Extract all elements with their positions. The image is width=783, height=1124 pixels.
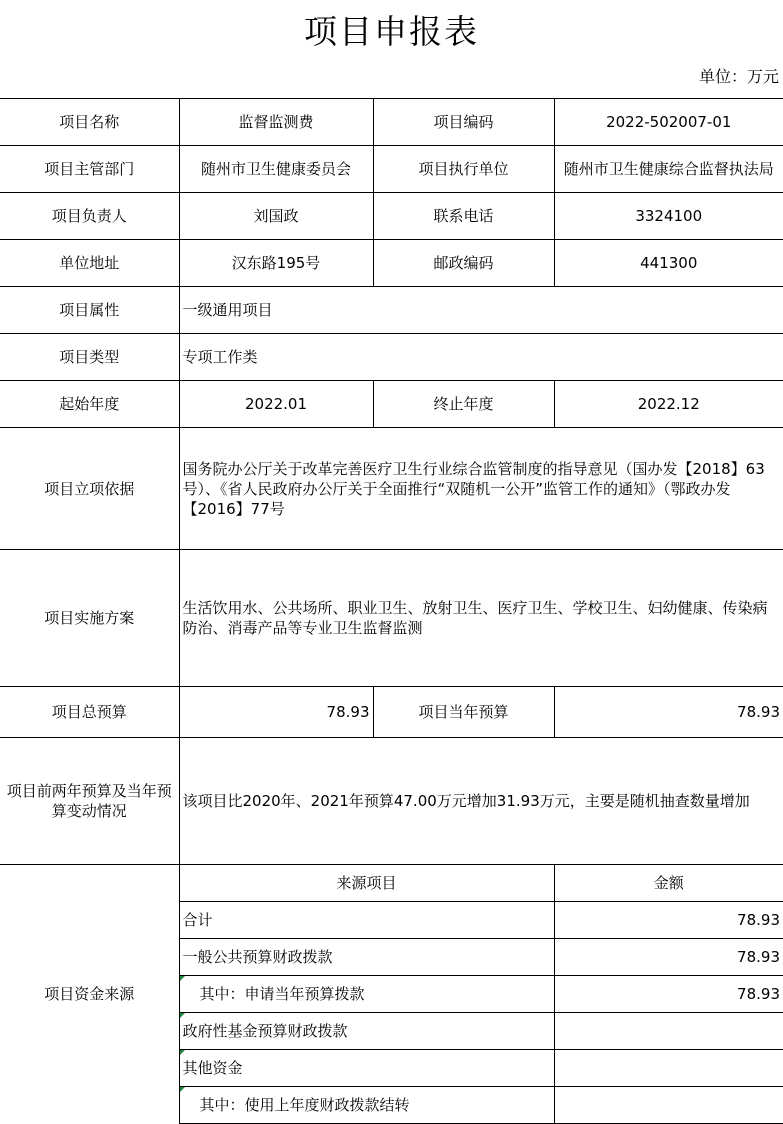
fund-item-label: 其中：申请当年预算拨款	[179, 976, 554, 1013]
zip-value: 441300	[554, 240, 783, 287]
dept-value: 随州市卫生健康委员会	[179, 146, 373, 193]
plan-label: 项目实施方案	[0, 550, 179, 687]
dept-label: 项目主管部门	[0, 146, 179, 193]
fund-item-amount	[554, 1050, 783, 1087]
project-code-value: 2022-502007-01	[554, 99, 783, 146]
fund-item-amount	[554, 1087, 783, 1124]
fund-item-amount: 78.93	[554, 976, 783, 1013]
project-name-label: 项目名称	[0, 99, 179, 146]
leader-value: 刘国政	[179, 193, 373, 240]
budget-change-value: 该项目比2020年、2021年预算47.00万元增加31.93万元，主要是随机抽查数量增加	[179, 738, 783, 865]
end-year-label: 终止年度	[373, 381, 554, 428]
year-budget-value: 78.93	[554, 687, 783, 738]
end-year-value: 2022.12	[554, 381, 783, 428]
unit-label: 单位：万元	[698, 67, 779, 86]
type-label: 项目类型	[0, 334, 179, 381]
budget-change-label: 项目前两年预算及当年预算变动情况	[0, 738, 179, 865]
total-budget-value: 78.93	[179, 687, 373, 738]
fund-header-source: 来源项目	[179, 865, 554, 902]
address-label: 单位地址	[0, 240, 179, 287]
project-name-value: 监督监测费	[179, 99, 373, 146]
exec-unit-label: 项目执行单位	[373, 146, 554, 193]
fund-item-amount: 78.93	[554, 902, 783, 939]
fund-item-amount	[554, 1013, 783, 1050]
project-application-table	[0, 98, 783, 1124]
fund-item-label: 一般公共预算财政拨款	[179, 939, 554, 976]
fund-item-label: 其他资金	[179, 1050, 554, 1087]
attribute-value: 一级通用项目	[179, 287, 783, 334]
page-title: 项目申报表	[304, 12, 479, 51]
zip-label: 邮政编码	[373, 240, 554, 287]
leader-label: 项目负责人	[0, 193, 179, 240]
address-value: 汉东路195号	[179, 240, 373, 287]
start-year-label: 起始年度	[0, 381, 179, 428]
exec-unit-value: 随州市卫生健康综合监督执法局	[554, 146, 783, 193]
plan-value: 生活饮用水、公共场所、职业卫生、放射卫生、医疗卫生、学校卫生、妇幼健康、传染病防治、消毒产品等专业卫生监督监测	[179, 550, 783, 687]
attribute-label: 项目属性	[0, 287, 179, 334]
fund-item-label: 政府性基金预算财政拨款	[179, 1013, 554, 1050]
phone-value: 3324100	[554, 193, 783, 240]
start-year-value: 2022.01	[179, 381, 373, 428]
total-budget-label: 项目总预算	[0, 687, 179, 738]
phone-label: 联系电话	[373, 193, 554, 240]
fund-item-amount: 78.93	[554, 939, 783, 976]
fund-item-label: 合计	[179, 902, 554, 939]
basis-label: 项目立项依据	[0, 428, 179, 550]
basis-value: 国务院办公厅关于改革完善医疗卫生行业综合监管制度的指导意见（国办发【2018】63号）、《省人民政府办公厅关于全面推行“双随机一公开”监管工作的通知》（鄂政办发【2016】77号	[179, 428, 783, 550]
fund-item-label: 其中：使用上年度财政拨款结转	[179, 1087, 554, 1124]
fund-header-amount: 金额	[554, 865, 783, 902]
project-code-label: 项目编码	[373, 99, 554, 146]
fund-source-label: 项目资金来源	[0, 865, 179, 1124]
year-budget-label: 项目当年预算	[373, 687, 554, 738]
type-value: 专项工作类	[179, 334, 783, 381]
